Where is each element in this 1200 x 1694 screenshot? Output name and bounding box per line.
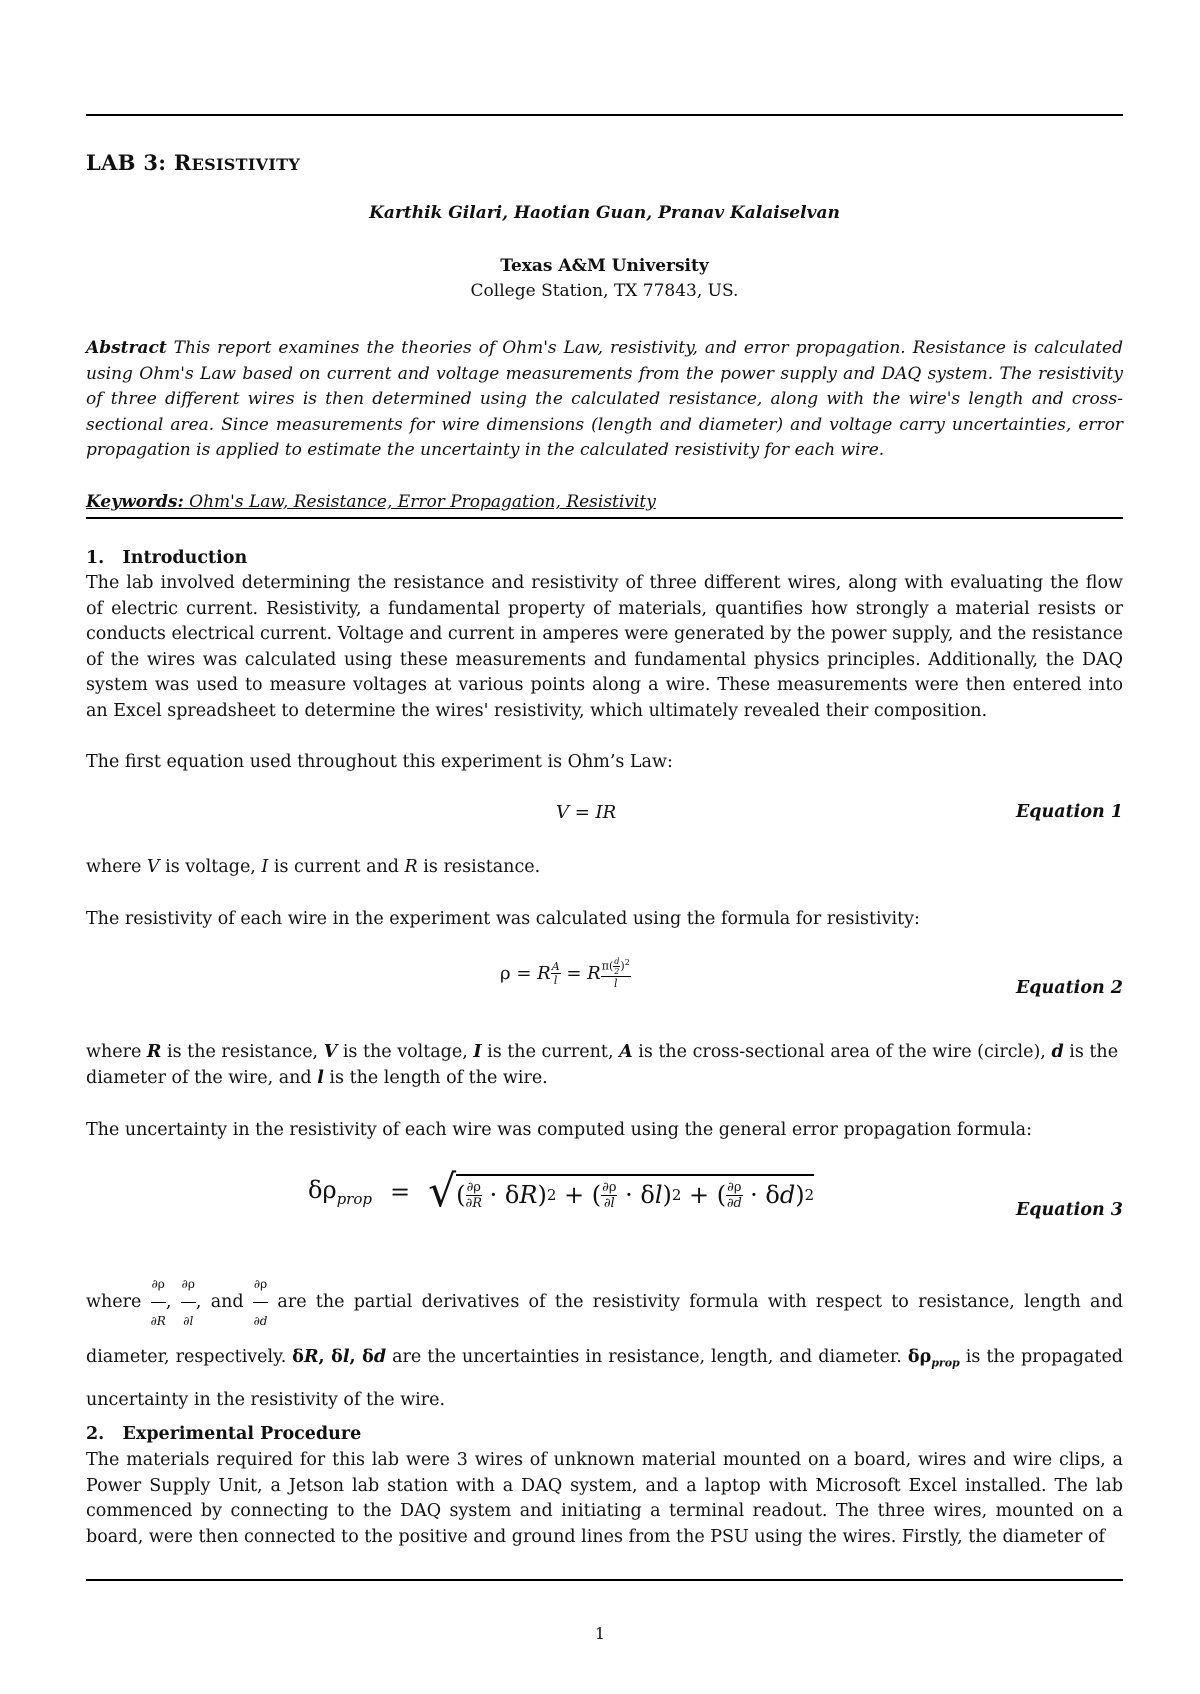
equation-3-label: Equation 3 xyxy=(1015,1200,1123,1220)
section-heading-introduction: 1. Introduction xyxy=(86,548,248,568)
author-list: Karthik Gilari, Haotian Guan, Pranav Kalaiselvan xyxy=(369,203,840,223)
procedure-paragraph: The materials required for this lab were 3 wires of unknown material mounted on a board, wires and wire clips, a Power Supply Unit, a Jetson lab station with a DAQ system, and a laptop with Microsoft Excel installed. The lab commenced by connecting to the DAQ system and initiating a terminal readout. The three wires, mounted on a board, were then connected to the positive and ground lines from the PSU using the wires. Firstly, the diameter of xyxy=(86,1450,1123,1547)
abstract xyxy=(86,336,1123,464)
equation-1-label: Equation 1 xyxy=(1015,802,1123,822)
resistivity-intro: The resistivity of each wire in the experiment was calculated using the formula for resistivity: xyxy=(86,909,920,929)
equation-1-explanation: where V is voltage, I is current and R is resistance. xyxy=(86,857,541,877)
affiliation-name: Texas A&M University xyxy=(500,256,709,276)
abstract-label: Abstract xyxy=(86,338,167,358)
abstract-text: This report examines the theories of Ohm's Law, resistivity, and error propagation. Resistance is calculated using Ohm's Law based on current and voltage measurements from the power supply and DAQ system. The resistivity of three different wires is then determined using the calculated resistance, along with the wire's length and cross-sectional area. Since measurements for wire dimensions (length and diameter) and voltage carry uncertainties, error propagation is applied to estimate the uncertainty in the calculated resistivity for each wire. xyxy=(86,338,1123,461)
intro-paragraph: The lab involved determining the resistance and resistivity of three different wires, along with evaluating the flow of electric current. Resistivity, a fundamental property of materials, quantifies how strongly a material resists or conducts electrical current. Voltage and current in amperes were generated by the power supply, and the resistance of the wires was calculated using these measurements and fundamental physics principles. Additionally, the DAQ system was used to measure voltages at various points along a wire. These measurements were then entered into an Excel spreadsheet to determine the wires' resistivity, which ultimately revealed their composition. xyxy=(86,573,1123,721)
top-rule xyxy=(86,114,1123,116)
abstract-rule xyxy=(86,517,1123,519)
paper-title: LAB 3: RESISTIVITY xyxy=(86,150,301,175)
page-number: 1 xyxy=(594,1624,606,1643)
affiliation-address: College Station, TX 77843, US. xyxy=(470,281,739,301)
equation-3: $\delta\rho_{prop}$ = √ ( $\frac{\partial\rho}{\partial R}$ · δ R ) 2 + ( $\frac{\partial\rho}{\partial l}$ · δ l ) 2 + ( $\frac{\partial\rho}{\partial d}$ · δ d ) 2 xyxy=(308,1166,815,1217)
bottom-rule xyxy=(86,1579,1123,1581)
keywords: Keywords: Ohm's Law, Resistance, Error Propagation, Resistivity xyxy=(86,492,656,512)
equation-2-label: Equation 2 xyxy=(1015,978,1123,998)
equation-1: V = IR xyxy=(556,802,617,823)
equation-2: ρ = R $\frac{A}{l}$ = R π( $\frac{d}{2}$ )$^2$ l xyxy=(500,957,630,990)
equation-3-explanation: where $\frac{\partial\rho}{\partial R}$ , $\frac{\partial\rho}{\partial l}$ , and $\frac{\partial\rho}{\partial d}$ are the partial derivatives of the resistivity formula with respect to resistance, length and diameter, respectively. δR, δl, δd are the uncertainties in resistance, length, and diameter. $\delta\rho_{prop}$ is the propagated uncertainty in the resistivity of the wire. xyxy=(86,1266,1123,1418)
equation-2-explanation: where R is the resistance, V is the voltage, I is the current, A is the cross-sectional area of the wire (circle), d is the diameter of the wire, and l is the length of the wire. xyxy=(86,1042,1119,1088)
error-propagation-intro: The uncertainty in the resistivity of each wire was computed using the general error propagation formula: xyxy=(86,1120,1032,1140)
section-heading-procedure: 2. Experimental Procedure xyxy=(86,1424,362,1444)
ohms-law-intro: The first equation used throughout this experiment is Ohm’s Law: xyxy=(86,752,673,772)
